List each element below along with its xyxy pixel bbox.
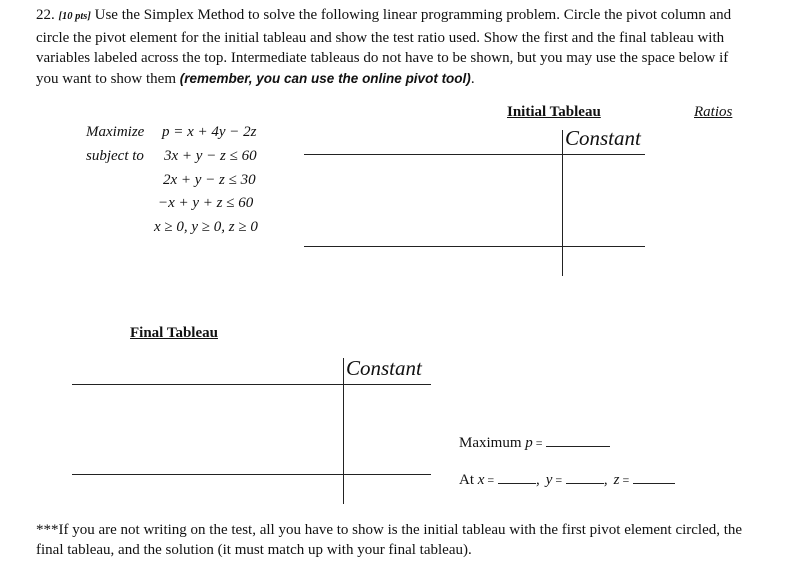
ratios-label: Ratios — [694, 104, 733, 120]
x-blank[interactable] — [498, 469, 536, 484]
question-body: Use the Simplex Method to solve the following linear programming problem. Circle the pivot column and circle the pivot element for the initial tableau and show the test ratio used. Show the first and the final tableau with variables labeled across the top. Intermediate tableaus do not have to be shown, but you may use the space below if you want to show them — [36, 7, 732, 87]
question-text — [36, 5, 751, 89]
initial-constant-label: Constant — [565, 126, 641, 150]
constraint-1: 3x + y − z ≤ 60 — [164, 148, 257, 164]
final-constant-label: Constant — [346, 356, 422, 380]
p-variable: p — [525, 435, 533, 451]
initial-tableau-bottom-line — [304, 246, 645, 247]
footer-note: ***If you are not writing on the test, all you have to show is the initial tableau with the first pivot element circled, the final tableau, and the solution (it must match up with your final tableau). — [36, 522, 743, 558]
solution-point-line: At x = , y = , z = — [459, 469, 675, 489]
z-equals: = — [619, 473, 630, 487]
maximum-p-blank[interactable] — [546, 432, 610, 447]
final-tableau-heading: Final Tableau — [130, 325, 218, 341]
question-end: . — [470, 70, 475, 87]
final-tableau-header-line — [72, 384, 431, 385]
y-blank[interactable] — [566, 469, 604, 484]
constraint-2: 2x + y − z ≤ 30 — [163, 172, 256, 188]
final-tableau-divider — [343, 358, 344, 504]
final-tableau-bottom-line — [72, 474, 431, 475]
initial-tableau-divider — [562, 130, 563, 276]
maximum-label: Maximum — [459, 435, 522, 451]
question-points: [10 pts] — [58, 11, 91, 22]
at-label: At — [459, 472, 474, 488]
maximize-label: Maximize — [86, 124, 145, 140]
x-equals: = — [484, 473, 495, 487]
nonnegativity-constraint: x ≥ 0, y ≥ 0, z ≥ 0 — [154, 219, 258, 235]
p-equals: = — [532, 436, 543, 450]
subject-to-label: subject to — [86, 148, 144, 164]
lp-problem — [86, 124, 306, 244]
y-equals: = — [552, 473, 563, 487]
initial-tableau-header-line — [304, 154, 645, 155]
question-number: 22. — [36, 7, 55, 23]
objective-function: p = x + 4y − 2z — [162, 124, 257, 140]
z-variable: z — [613, 472, 620, 488]
initial-tableau-heading: Initial Tableau — [507, 104, 601, 120]
maximum-p-line — [459, 432, 610, 452]
x-variable: x — [477, 472, 485, 488]
y-variable: y — [545, 472, 553, 488]
constraint-3: −x + y + z ≤ 60 — [158, 195, 254, 211]
z-blank[interactable] — [633, 469, 675, 484]
remember-note: (remember, you can use the online pivot tool) — [179, 70, 471, 86]
